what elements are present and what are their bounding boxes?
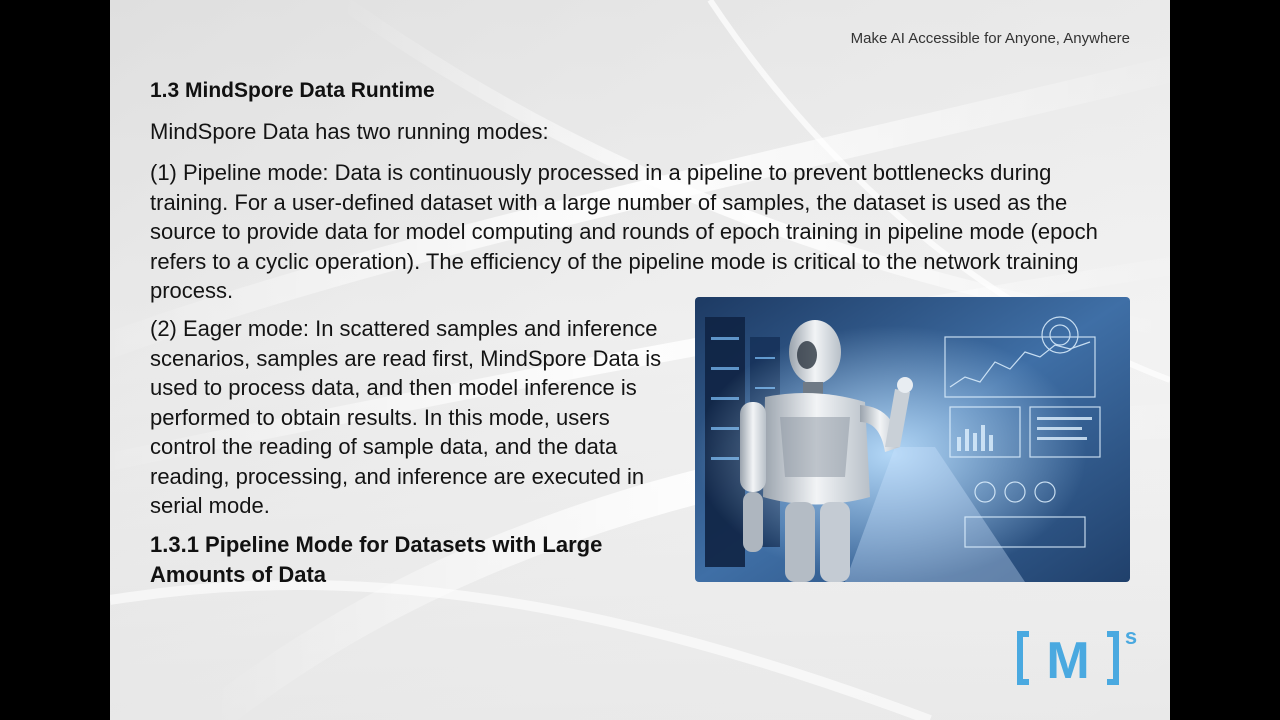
robot-datacenter-illustration: [695, 297, 1130, 582]
intro-text: MindSpore Data has two running modes:: [150, 119, 549, 144]
subsection-title: 1.3.1 Pipeline Mode for Datasets with Large Amounts of Data: [150, 532, 603, 587]
eager-mode-text: (2) Eager mode: In scattered samples and inference scenarios, samples are read first, MindSpore Data is used to process data, and then model inference is performed to obtain results. In this mode, users control the reading of sample data, and the data reading, processing, and inference are executed in serial mode.: [150, 316, 662, 518]
mindspore-logo: [1015, 620, 1145, 690]
slide-tagline: Make AI Accessible for Anyone, Anywhere: [850, 30, 1130, 47]
robot-datacenter-image: [695, 297, 1130, 582]
section-title: 1.3 MindSpore Data Runtime: [150, 79, 435, 102]
slide: [110, 0, 1170, 720]
logo-superscript: s: [1124, 624, 1138, 649]
logo-letter: M: [1046, 632, 1090, 690]
pipeline-mode-text: (1) Pipeline mode: Data is continuously processed in a pipeline to prevent bottlenecks during training. For a user-defined dataset with a large number of samples, the dataset is used as the source to provide data for model computing and rounds of epoch training in pipeline mode (epoch refers to a cyclic operation). The efficiency of the pipeline mode is critical to the network training process.: [150, 160, 1098, 303]
